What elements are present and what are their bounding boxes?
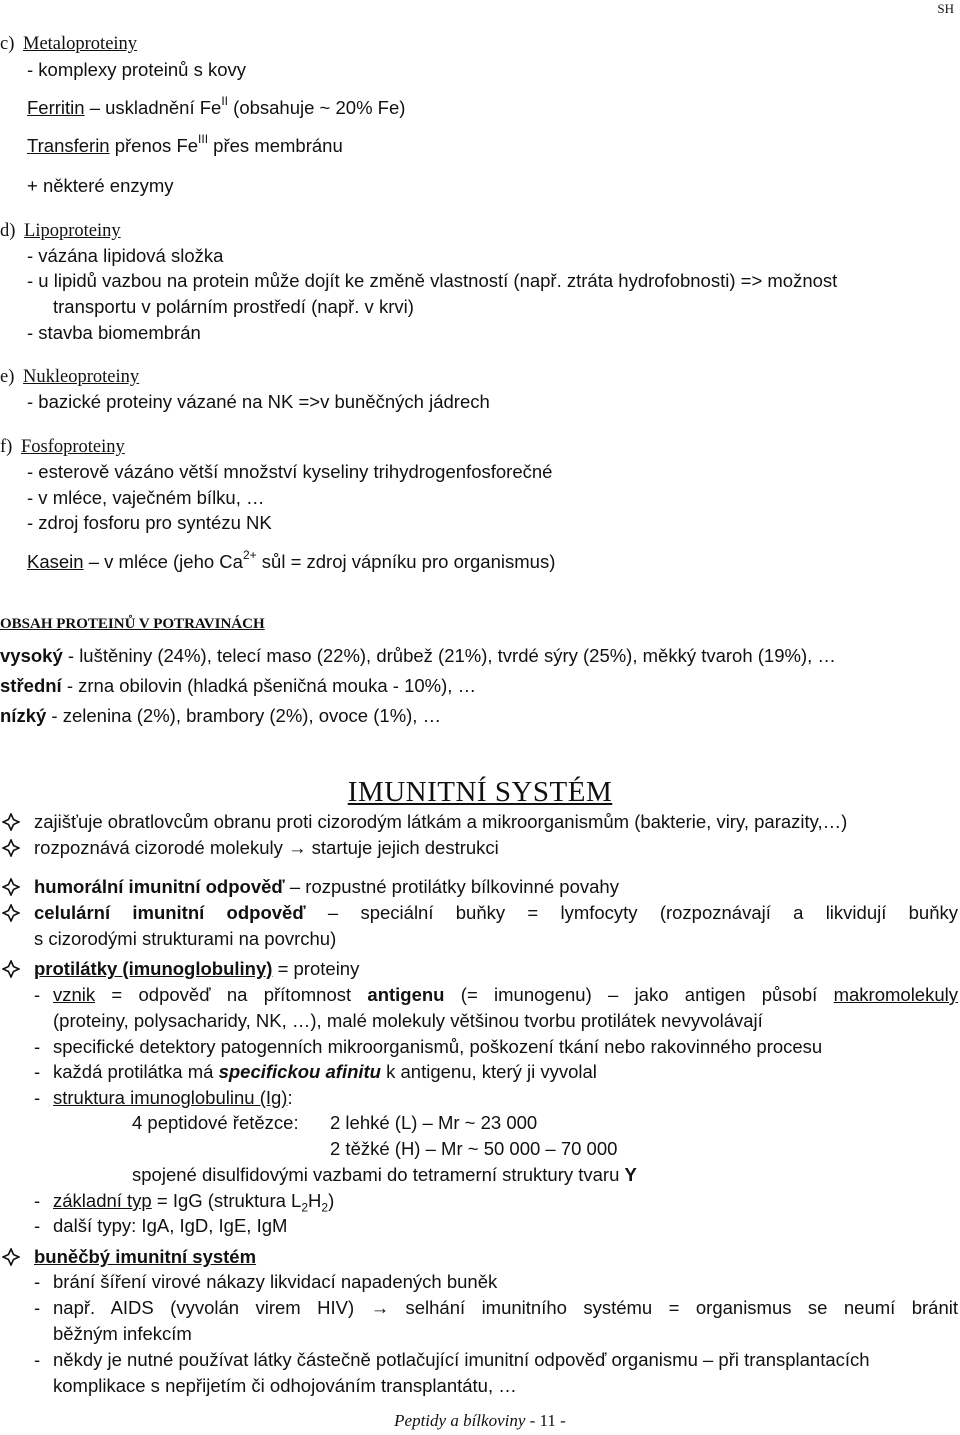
dash-marker: - <box>34 1271 41 1292</box>
content-row-high <box>0 643 836 669</box>
dash-marker: - <box>34 1215 41 1236</box>
list-item: - bazické proteiny vázané na NK =>v buněčných jádrech <box>27 391 490 412</box>
superscript: III <box>198 131 209 146</box>
list-item: - vázána lipidová složka <box>27 245 224 266</box>
text: – rozpustné protilátky bílkovinné povahy <box>284 876 619 897</box>
level-label: vysoký <box>0 645 63 666</box>
level-label: nízký <box>0 705 47 726</box>
section-heading: OBSAH PROTEINŮ V POTRAVINÁCH <box>0 616 265 632</box>
section-label: c) <box>0 34 15 54</box>
text: k antigenu, který ji vyvolal <box>380 1061 597 1082</box>
text: Y <box>624 1164 637 1185</box>
term: humorální imunitní odpověď <box>34 876 285 897</box>
bullet-item-continuation: s cizorodými strukturami na povrchu) <box>34 928 337 949</box>
content-row-mid <box>0 673 476 699</box>
superscript: II <box>221 93 229 108</box>
section-heading: Fosfoproteiny <box>20 437 125 457</box>
section-label: e) <box>0 367 15 387</box>
list-item: specifické detektory patogenních mikroorganismů, poškození tkání nebo rakovinného procesu <box>53 1036 823 1057</box>
text: – speciální buňky = lymfocyty (rozpoznávají a likvidují buňky <box>305 902 958 923</box>
term: vznik <box>53 984 96 1005</box>
section-label: d) <box>0 221 16 241</box>
text: ) <box>328 1190 335 1211</box>
list-item-continuation: (proteiny, polysacharidy, NK, …), malé molekuly většinou tvorbu protilátek nevyvolávají <box>53 1010 763 1031</box>
term: protilátky (imunoglobuliny) <box>34 958 273 979</box>
term: makromolekuly <box>833 984 958 1005</box>
bullet-item <box>34 874 619 900</box>
dash-marker: - <box>34 1297 41 1318</box>
section-heading: Lipoproteiny <box>24 221 121 241</box>
list-item: další typy: IgA, IgD, IgE, IgM <box>53 1215 288 1236</box>
term: Transferin <box>27 135 110 156</box>
bullet-item <box>34 956 359 982</box>
list-item: + některé enzymy <box>27 175 174 196</box>
diamond-bullet-icon <box>2 878 20 896</box>
list-item: brání šíření virové nákazy likvidací napadených buněk <box>53 1271 498 1292</box>
text: – v mléce (jeho Ca <box>83 551 243 572</box>
list-item: - u lipidů vazbou na protein může dojít ke změně vlastností (např. ztráta hydrofobnosti) => možnost <box>27 270 838 291</box>
list-item-continuation: komplikace s nepřijetím či odhojováním transplantátu, … <box>53 1375 517 1396</box>
dash-marker: - <box>34 1061 41 1082</box>
term: Ferritin <box>27 97 85 118</box>
superscript: 2+ <box>242 547 257 562</box>
list-item: - v mléce, vaječném bílku, … <box>27 487 265 508</box>
page-footer <box>0 1408 960 1434</box>
content-row-low <box>0 703 441 729</box>
list-item <box>53 982 958 1008</box>
list-item: - komplexy proteinů s kovy <box>27 59 247 80</box>
term: základní typ <box>53 1190 152 1211</box>
text: přenos Fe <box>109 135 199 156</box>
level-text: - zrna obilovin (hladká pšeničná mouka - 10%), … <box>61 675 477 696</box>
text: každá protilátka má <box>53 1061 219 1082</box>
list-item <box>53 1188 334 1214</box>
list-item-continuation: běžným infekcím <box>53 1323 192 1344</box>
section-label: f) <box>0 437 13 457</box>
text: startuje jejich destrukci <box>306 837 499 858</box>
dash-marker: - <box>34 1190 41 1211</box>
list-item: někdy je nutné používat látky částečně potlačující imunitní odpověď organismu – při transplantacích <box>53 1349 870 1370</box>
page-title: IMUNITNÍ SYSTÉM <box>347 776 613 808</box>
level-label: střední <box>0 675 62 696</box>
text: spojené disulfidovými vazbami do tetramerní struktury tvaru <box>132 1164 625 1185</box>
section-heading: Nukleoproteiny <box>23 367 140 387</box>
text: – uskladnění Fe <box>84 97 222 118</box>
text: např. AIDS (vyvolán virem HIV) <box>53 1297 371 1318</box>
bullet-item <box>34 835 499 861</box>
level-text: - zelenina (2%), brambory (2%), ovoce (1%), … <box>46 705 442 726</box>
section-heading: Metaloproteiny <box>23 34 138 54</box>
diamond-bullet-icon <box>2 960 20 978</box>
text: = proteiny <box>272 958 360 979</box>
ig-note <box>132 1162 637 1188</box>
list-item: - esterově vázáno větší množství kyseliny trihydrogenfosforečné <box>27 461 553 482</box>
subscript: 2 <box>321 1200 329 1215</box>
text: selhání imunitního systému = organismus se neumí bránit <box>389 1297 959 1318</box>
dash-marker: - <box>34 984 41 1005</box>
term: struktura imunoglobulinu (Ig) <box>53 1087 288 1108</box>
subscript: 2 <box>301 1200 309 1215</box>
ferritin-line <box>27 95 405 121</box>
dash-marker: - <box>34 1087 41 1108</box>
text: = odpověď na přítomnost <box>95 984 368 1005</box>
list-item: - stavba biomembrán <box>27 322 201 343</box>
page-header-initials: SH <box>937 1 954 16</box>
bullet-item: buněčbý imunitní systém <box>34 1246 257 1267</box>
diamond-bullet-icon <box>2 1248 20 1266</box>
list-item: - zdroj fosforu pro syntézu NK <box>27 512 272 533</box>
dash-marker: - <box>34 1349 41 1370</box>
diamond-bullet-icon <box>2 813 20 831</box>
arrow-right-icon: → <box>370 1297 390 1318</box>
ig-label: 4 peptidové řetězce: <box>132 1112 299 1133</box>
level-text: - luštěniny (24%), telecí maso (22%), drůbež (21%), tvrdé sýry (25%), měkký tvaroh (19%), … <box>62 645 836 666</box>
text: = IgG (struktura L <box>151 1190 302 1211</box>
footer-title: Peptidy a bílkoviny <box>394 1411 526 1430</box>
text: (= imunogenu) – jako antigen působí <box>444 984 834 1005</box>
bullet-item: zajišťuje obratlovcům obranu proti cizorodým látkám a mikroorganismům (bakterie, viry, parazity,…) <box>34 811 848 832</box>
arrow-right-icon: → <box>288 837 307 858</box>
ig-value: 2 lehké (L) – Mr ~ 23 000 <box>330 1112 538 1133</box>
text: sůl = zdroj vápníku pro organismus) <box>256 551 556 572</box>
text: rozpoznává cizorodé molekuly <box>34 837 288 858</box>
list-item <box>53 1059 597 1085</box>
diamond-bullet-icon <box>2 839 20 857</box>
text: : <box>287 1087 293 1108</box>
list-item <box>53 1295 958 1321</box>
page-number: - 11 - <box>525 1411 566 1430</box>
list-item-continuation: transportu v polárním prostředí (např. v krvi) <box>53 296 414 317</box>
term: specifickou afinitu <box>218 1061 381 1082</box>
kasein-line <box>27 549 555 575</box>
dash-marker: - <box>34 1036 41 1057</box>
transferin-line <box>27 133 343 159</box>
term: celulární imunitní odpověď <box>34 902 306 923</box>
term: antigenu <box>367 984 445 1005</box>
term: Kasein <box>27 551 84 572</box>
list-item <box>53 1085 293 1111</box>
ig-value: 2 těžké (H) – Mr ~ 50 000 – 70 000 <box>330 1138 618 1159</box>
text: H <box>308 1190 322 1211</box>
bullet-item <box>34 900 958 926</box>
text: (obsahuje ~ 20% Fe) <box>228 97 406 118</box>
text: přes membránu <box>208 135 343 156</box>
diamond-bullet-icon <box>2 904 20 922</box>
